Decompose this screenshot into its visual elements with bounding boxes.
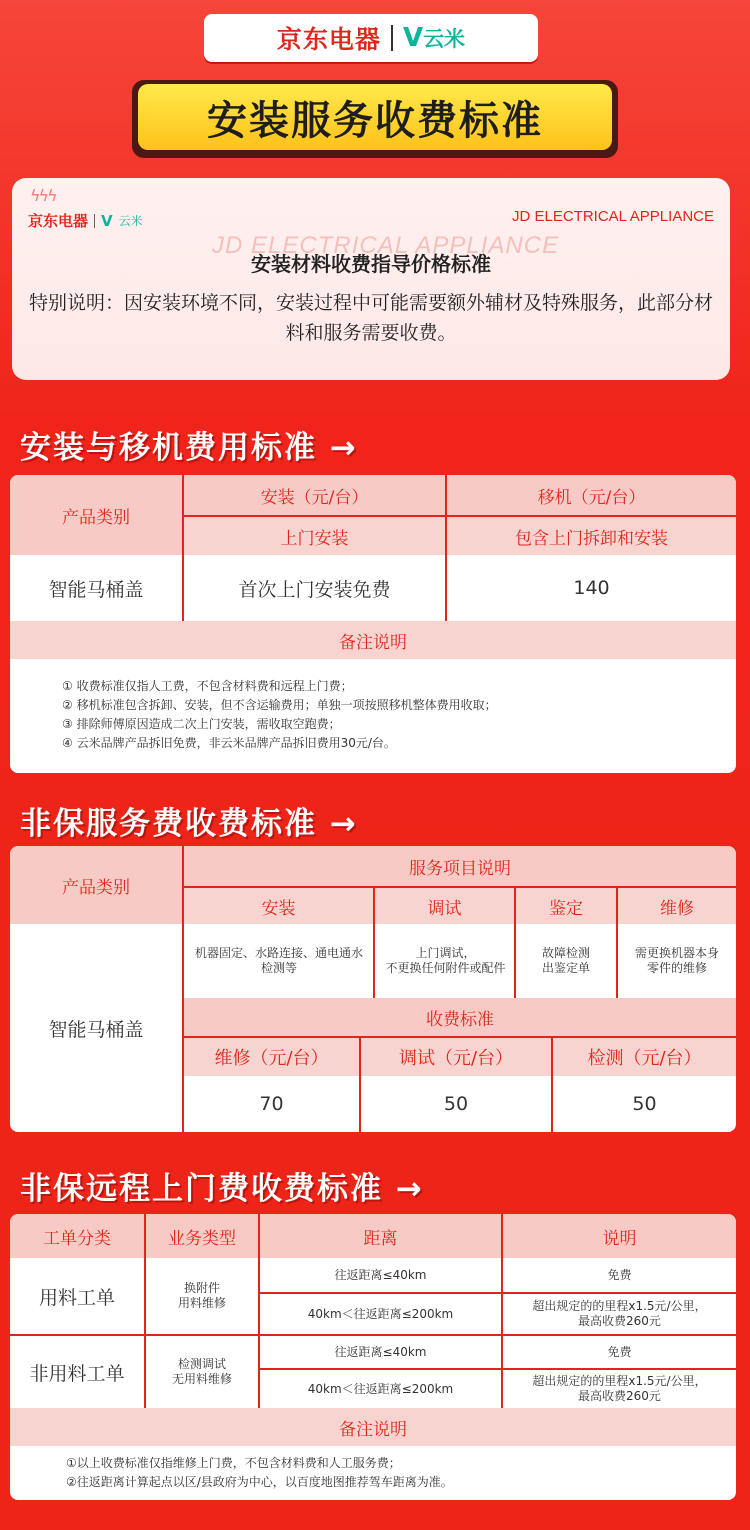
move-value: 140: [573, 577, 610, 599]
product-name: 智能马桶盖: [48, 578, 144, 601]
row2-type: 检测调试 无用料维修: [171, 1357, 232, 1386]
row1-type: 换附件 用料维修: [177, 1281, 226, 1310]
fee-col-repair: 维修（元/台）: [184, 1038, 359, 1076]
header-type: 业务类型: [146, 1214, 258, 1258]
intro-description: 特别说明：因安装环境不同，安装过程中可能需要额外辅材及特殊服务，此部分材料和服务需要收费。: [28, 292, 713, 344]
fee-value-debug: 50: [443, 1093, 469, 1115]
english-tagline: JD ELECTRICAL APPLIANCE: [511, 208, 714, 225]
intro-logo: 京东电器 V 云米: [28, 211, 143, 230]
row2-distance-1: 往返距离≤40km: [334, 1344, 427, 1359]
note-item: ②往返距离计算起点以区/县政府为中心，以百度地图推荐驾车距离为准。: [66, 1475, 453, 1489]
fee-value-repair: 70: [259, 1093, 284, 1115]
logo-divider: [391, 25, 393, 51]
header-category: 工单分类: [10, 1214, 144, 1258]
row2-note-1: 免费: [607, 1344, 632, 1359]
row1-distance-1: 往返距离≤40km: [334, 1267, 427, 1282]
note-item: ② 移机标准包含拆卸、安装，但不含运输费用；单独一项按照移机整体费用收取；: [62, 698, 497, 712]
note-item: ④ 云米品牌产品拆旧免费，非云米品牌产品拆旧费用30元/台。: [62, 736, 396, 750]
note-item: ①以上收费标准仅指维修上门费，不包含材料费和人工服务费；: [66, 1456, 401, 1470]
row2-distance-2: 40km＜往返距离≤200km: [307, 1381, 454, 1396]
brand-logo-bar: [204, 14, 538, 62]
notes-list: [66, 1454, 453, 1492]
col-install: 安装: [184, 888, 373, 924]
fee-header: 收费标准: [184, 998, 736, 1036]
col-debug: 调试: [375, 888, 514, 924]
section-title-install-move: 安装与移机费用标准 →: [20, 430, 358, 466]
row1-note-2: 超出规定的的里程x1.5元/公里， 最高收费260元: [532, 1299, 707, 1328]
fee-col-debug: 调试（元/台）: [361, 1038, 551, 1076]
notes-list: [62, 677, 497, 753]
service-fee-table: [10, 846, 736, 1132]
notes-header: 备注说明: [10, 621, 736, 659]
category-header: 产品类别: [10, 475, 182, 555]
move-header: 移机（元/台）: [447, 475, 736, 515]
row2-note-2: 超出规定的的里程x1.5元/公里， 最高收费260元: [532, 1374, 707, 1403]
section-title-service-fee: 非保服务费收费标准 →: [20, 806, 358, 842]
desc-debug: 上门调试， 不更换任何附件或配件: [385, 946, 506, 975]
english-watermark: JD ELECTRICAL APPLIANCE: [212, 232, 560, 259]
lightning-icon: ϟϟϟ: [30, 186, 56, 205]
intro-heading: 安装材料收费指导价格标准: [251, 252, 491, 276]
yunmi-logo: V云米: [402, 23, 466, 53]
install-header: 安装（元/台）: [184, 475, 445, 515]
move-subheader: 包含上门拆卸和安装: [447, 517, 736, 555]
install-subheader: 上门安装: [184, 517, 445, 555]
fee-value-inspect: 50: [632, 1093, 657, 1115]
header-distance: 距离: [260, 1214, 501, 1258]
desc-appraise: 故障检测 出鉴定单: [541, 946, 590, 975]
yunmi-v-icon: V: [402, 23, 424, 53]
col-appraise: 鉴定: [516, 888, 616, 924]
install-move-table: [10, 475, 736, 773]
install-value: 首次上门安装免费: [238, 578, 391, 601]
jd-logo: 京东电器: [276, 25, 381, 54]
items-header: 服务项目说明: [184, 846, 736, 886]
note-item: ① 收费标准仅指人工费，不包含材料费和远程上门费；: [62, 679, 353, 693]
desc-install: 机器固定、水路连接、通电通水检测等: [194, 946, 363, 975]
intro-card: [12, 178, 730, 380]
row1-category: 用料工单: [38, 1286, 115, 1309]
remote-fee-table: [10, 1214, 736, 1500]
section-title-remote-fee: 非保远程上门费收费标准 →: [20, 1171, 424, 1207]
page-title-banner: [132, 80, 618, 158]
col-repair: 维修: [618, 888, 736, 924]
notes-header: 备注说明: [10, 1408, 736, 1446]
product-name: 智能马桶盖: [48, 1018, 144, 1041]
category-header: 产品类别: [10, 846, 182, 924]
header-note: 说明: [503, 1214, 736, 1258]
desc-repair: 需更换机器本身 零件的维修: [634, 946, 719, 975]
note-item: ③ 排除师傅原因造成二次上门安装，需收取空跑费；: [62, 717, 341, 731]
fee-col-inspect: 检测（元/台）: [553, 1038, 736, 1076]
page-title: 安装服务收费标准: [207, 97, 543, 144]
row1-distance-2: 40km＜往返距离≤200km: [307, 1306, 454, 1321]
row1-note-1: 免费: [607, 1267, 632, 1282]
row2-category: 非用料工单: [29, 1362, 125, 1385]
